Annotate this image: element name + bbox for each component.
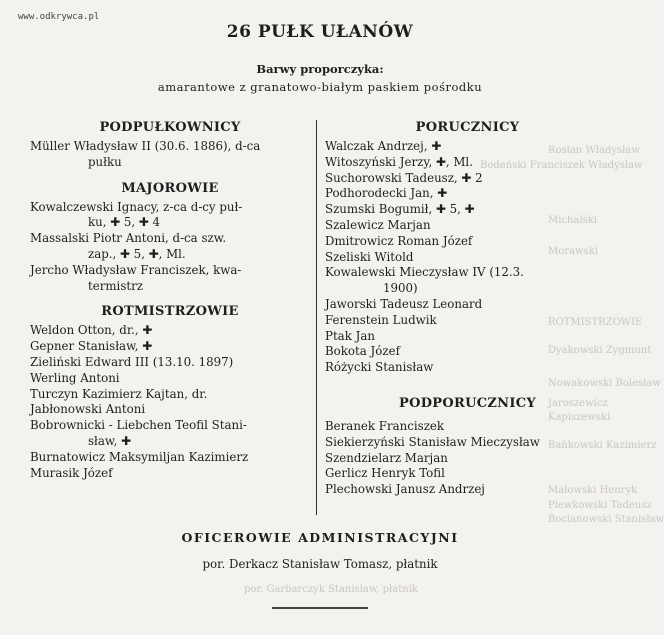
ghost-text: Jaroszewicz bbox=[548, 398, 608, 409]
ghost-text: Małowski Henryk bbox=[548, 485, 638, 496]
barwy-title: Barwy proporczyka: bbox=[256, 62, 384, 76]
list-item: Burnatowicz Maksymiljan Kazimierz bbox=[30, 449, 249, 464]
list-item: termistrz bbox=[88, 278, 143, 293]
list-item: Ptak Jan bbox=[325, 328, 375, 343]
list-item: Jabłonowski Antoni bbox=[30, 402, 146, 417]
list-item: Müller Władysław II (30.6. 1886), d-ca bbox=[30, 139, 261, 153]
ghost-text: Kapiszewski bbox=[548, 412, 611, 423]
ghost-text: Bodeński Franciszek Władysław bbox=[480, 160, 643, 171]
list-item: Gerlicz Henryk Tofil bbox=[325, 466, 445, 481]
list-item: Podhorodecki Jan, ✚ bbox=[325, 186, 448, 201]
majorowie-list bbox=[30, 200, 310, 295]
list-item: Ferenstein Ludwik bbox=[325, 312, 437, 327]
barwy-description: amarantowe z granatowo-białym paskiem pośrodku bbox=[157, 80, 483, 94]
section-heading-podporucznicy: PODPORUCZNICY bbox=[399, 395, 536, 411]
section-heading-oficerowie: OFICEROWIE ADMINISTRACYJNI bbox=[181, 530, 459, 545]
list-item: Szeliski Witold bbox=[325, 249, 414, 264]
divider-rule bbox=[272, 607, 368, 609]
list-item: 1900) bbox=[383, 281, 418, 296]
list-item: ku, ✚ 5, ✚ 4 bbox=[88, 215, 161, 230]
list-item: Zieliński Edward III (13.10. 1897) bbox=[30, 354, 234, 369]
list-item: Jaworski Tadeusz Leonard bbox=[325, 296, 483, 311]
list-item: Bobrownicki - Liebchen Teofil Stani- bbox=[30, 418, 247, 433]
list-item: Murasik Józef bbox=[30, 465, 113, 480]
left-column bbox=[30, 120, 310, 481]
ghost-text: Morawski bbox=[548, 246, 598, 257]
list-item: Massalski Piotr Antoni, d-ca szw. bbox=[30, 231, 227, 246]
list-item: Witoszyński Jerzy, ✚, Ml. bbox=[325, 154, 473, 169]
watermark: www.odkrywca.pl bbox=[18, 12, 100, 22]
podporucznicy-list bbox=[325, 419, 610, 498]
ghost-text: Nowakowski Bolesław bbox=[548, 378, 661, 389]
section-heading-podpulkownicy: PODPUŁKOWNICY bbox=[99, 120, 241, 135]
ghost-text: Roslan Władysław bbox=[548, 145, 640, 156]
ghost-text: Bocianowski Stanisław bbox=[548, 514, 664, 525]
list-item: Werling Antoni bbox=[30, 370, 120, 385]
ghost-text: Michalski bbox=[548, 215, 598, 226]
list-item: pułku bbox=[88, 154, 122, 169]
list-item: Suchorowski Tadeusz, ✚ 2 bbox=[325, 170, 483, 185]
list-item: Gepner Stanisław, ✚ bbox=[30, 339, 153, 354]
ghost-text: Dyakowski Zygmunt bbox=[548, 345, 652, 356]
ghost-text: ROTMISTRZOWIE bbox=[548, 317, 643, 328]
page-title: 26 PUŁK UŁANÓW bbox=[226, 22, 414, 42]
ghost-text: por. Garbarczyk Stanisław, płatnik bbox=[244, 584, 418, 595]
ghost-text: Bańkowski Kazimierz bbox=[548, 440, 657, 451]
list-item: Walczak Andrzej, ✚ bbox=[325, 139, 442, 153]
ghost-text: Plewkowski Tadeusz bbox=[548, 500, 652, 511]
right-column bbox=[325, 120, 610, 498]
list-item: Kowalczewski Ignacy, z-ca d-cy puł- bbox=[30, 199, 243, 214]
list-item: Jercho Władysław Franciszek, kwa- bbox=[30, 262, 242, 277]
list-item: Szendzielarz Marjan bbox=[325, 450, 448, 465]
list-item: sław, ✚ bbox=[88, 433, 131, 448]
section-heading-rotmistrzowie: ROTMISTRZOWIE bbox=[101, 304, 239, 320]
list-item: Plechowski Janusz Andrzej bbox=[325, 482, 485, 497]
list-item: Turczyn Kazimierz Kajtan, dr. bbox=[30, 386, 208, 401]
list-item: Weldon Otton, dr., ✚ bbox=[30, 323, 153, 338]
porucznicy-list bbox=[325, 139, 610, 376]
oficerowie-line: por. Derkacz Stanisław Tomasz, płatnik bbox=[202, 557, 438, 571]
list-item: Szumski Bogumił, ✚ 5, ✚ bbox=[325, 202, 475, 217]
list-item: Beranek Franciszek bbox=[325, 418, 445, 433]
podpulkownicy-list bbox=[30, 139, 310, 171]
list-item: Bokota Józef bbox=[325, 344, 400, 359]
list-item: zap., ✚ 5, ✚, Ml. bbox=[88, 246, 186, 261]
list-item: Kowalewski Mieczysław IV (12.3. bbox=[325, 265, 524, 280]
list-item: Dmitrowicz Roman Józef bbox=[325, 233, 473, 248]
list-item: Szalewicz Marjan bbox=[325, 217, 431, 232]
list-item: Siekierzyński Stanisław Mieczysław bbox=[325, 434, 540, 449]
column-divider bbox=[316, 120, 317, 515]
section-heading-majorowie: MAJOROWIE bbox=[121, 180, 219, 196]
section-heading-porucznicy: PORUCZNICY bbox=[415, 120, 520, 135]
rotmistrzowie-list bbox=[30, 323, 310, 481]
list-item: Różycki Stanisław bbox=[325, 360, 434, 375]
